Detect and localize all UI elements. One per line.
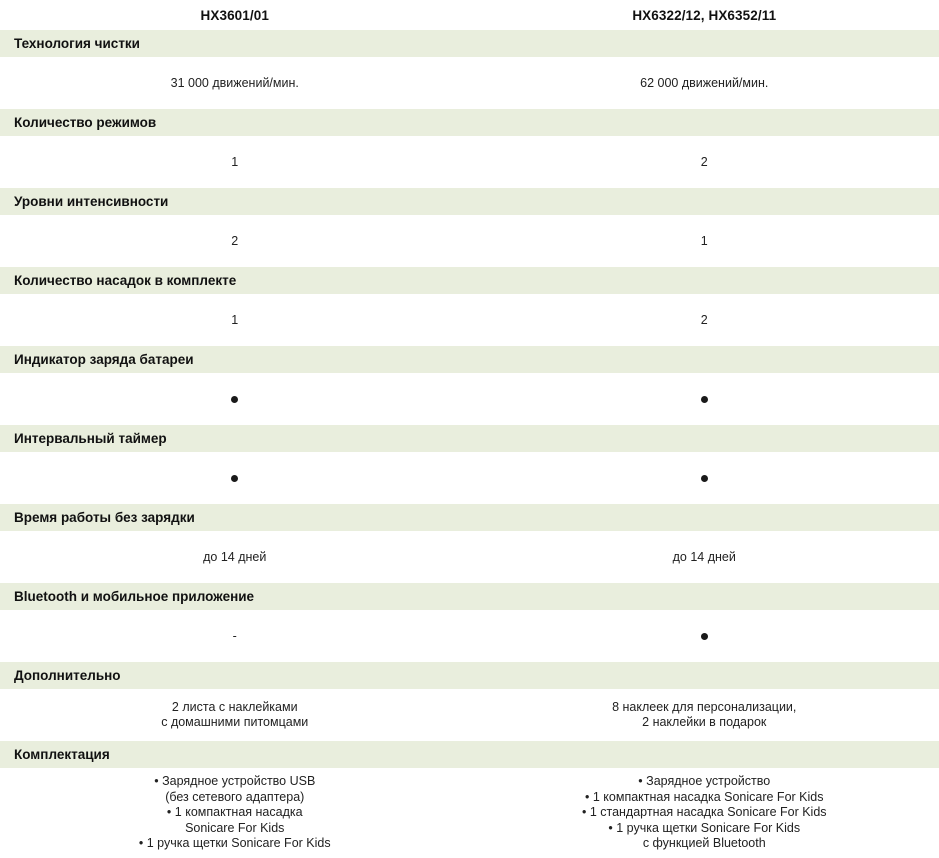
section-title: Интервальный таймер [0,425,939,452]
section-title: Дополнительно [0,662,939,689]
section-title: Количество режимов [0,109,939,136]
bullet-dot-icon [701,633,708,640]
column-header-1: HX3601/01 [0,8,470,23]
table-row [0,610,939,662]
cell-value: до 14 дней [0,544,470,571]
section-title: Индикатор заряда батареи [0,346,939,373]
cell-value: 2 [470,307,939,334]
table-row [0,452,939,504]
cell-value: 31 000 движений/мин. [0,70,470,97]
list-item: • 1 ручка щетки Sonicare For Kids [139,836,331,852]
cell-value: 8 наклеек для персонализации, 2 наклейки в подарок [470,694,939,736]
cell-list [470,768,939,858]
section-title: Технология чистки [0,30,939,57]
table-row [0,689,939,741]
table-row [0,215,939,267]
table-row [0,531,939,583]
bullet-dot-icon [701,396,708,403]
cell-value: 1 [0,149,470,176]
cell-value: 2 [0,228,470,255]
cell-value: 1 [0,307,470,334]
cell-value: 2 [470,149,939,176]
cell-value: 2 листа с наклейками с домашними питомцами [0,694,470,736]
list-item: • 1 стандартная насадка Sonicare For Kids [582,805,827,821]
list-item: • Зарядное устройство USB (без сетевого адаптера) [139,774,331,805]
table-row [0,294,939,346]
bullet-dot-icon [701,475,708,482]
list-item: • 1 компактная насадка Sonicare For Kids [139,805,331,836]
list-item: • Зарядное устройство [582,774,827,790]
cell-value [0,465,470,492]
section-title: Bluetooth и мобильное приложение [0,583,939,610]
cell-value: - [0,623,470,650]
cell-value [470,465,939,492]
cell-value: 62 000 движений/мин. [470,70,939,97]
list-item: • 1 ручка щетки Sonicare For Kids с функцией Bluetooth [582,821,827,852]
table-row [0,373,939,425]
bullet-dot-icon [231,475,238,482]
section-title: Комплектация [0,741,939,768]
section-title: Количество насадок в комплекте [0,267,939,294]
section-title: Время работы без зарядки [0,504,939,531]
cell-list [0,768,470,858]
table-body [0,30,939,858]
list-item: • 1 компактная насадка Sonicare For Kids [582,790,827,806]
cell-value [470,623,939,650]
bullet-dot-icon [231,396,238,403]
section-title: Уровни интенсивности [0,188,939,215]
cell-value [470,386,939,413]
cell-value: 1 [470,228,939,255]
cell-value: до 14 дней [470,544,939,571]
table-row [0,57,939,109]
table-row [0,768,939,858]
table-row [0,136,939,188]
table-header-row [0,0,939,30]
cell-value [0,386,470,413]
column-header-2: HX6322/12, HX6352/11 [470,8,939,23]
